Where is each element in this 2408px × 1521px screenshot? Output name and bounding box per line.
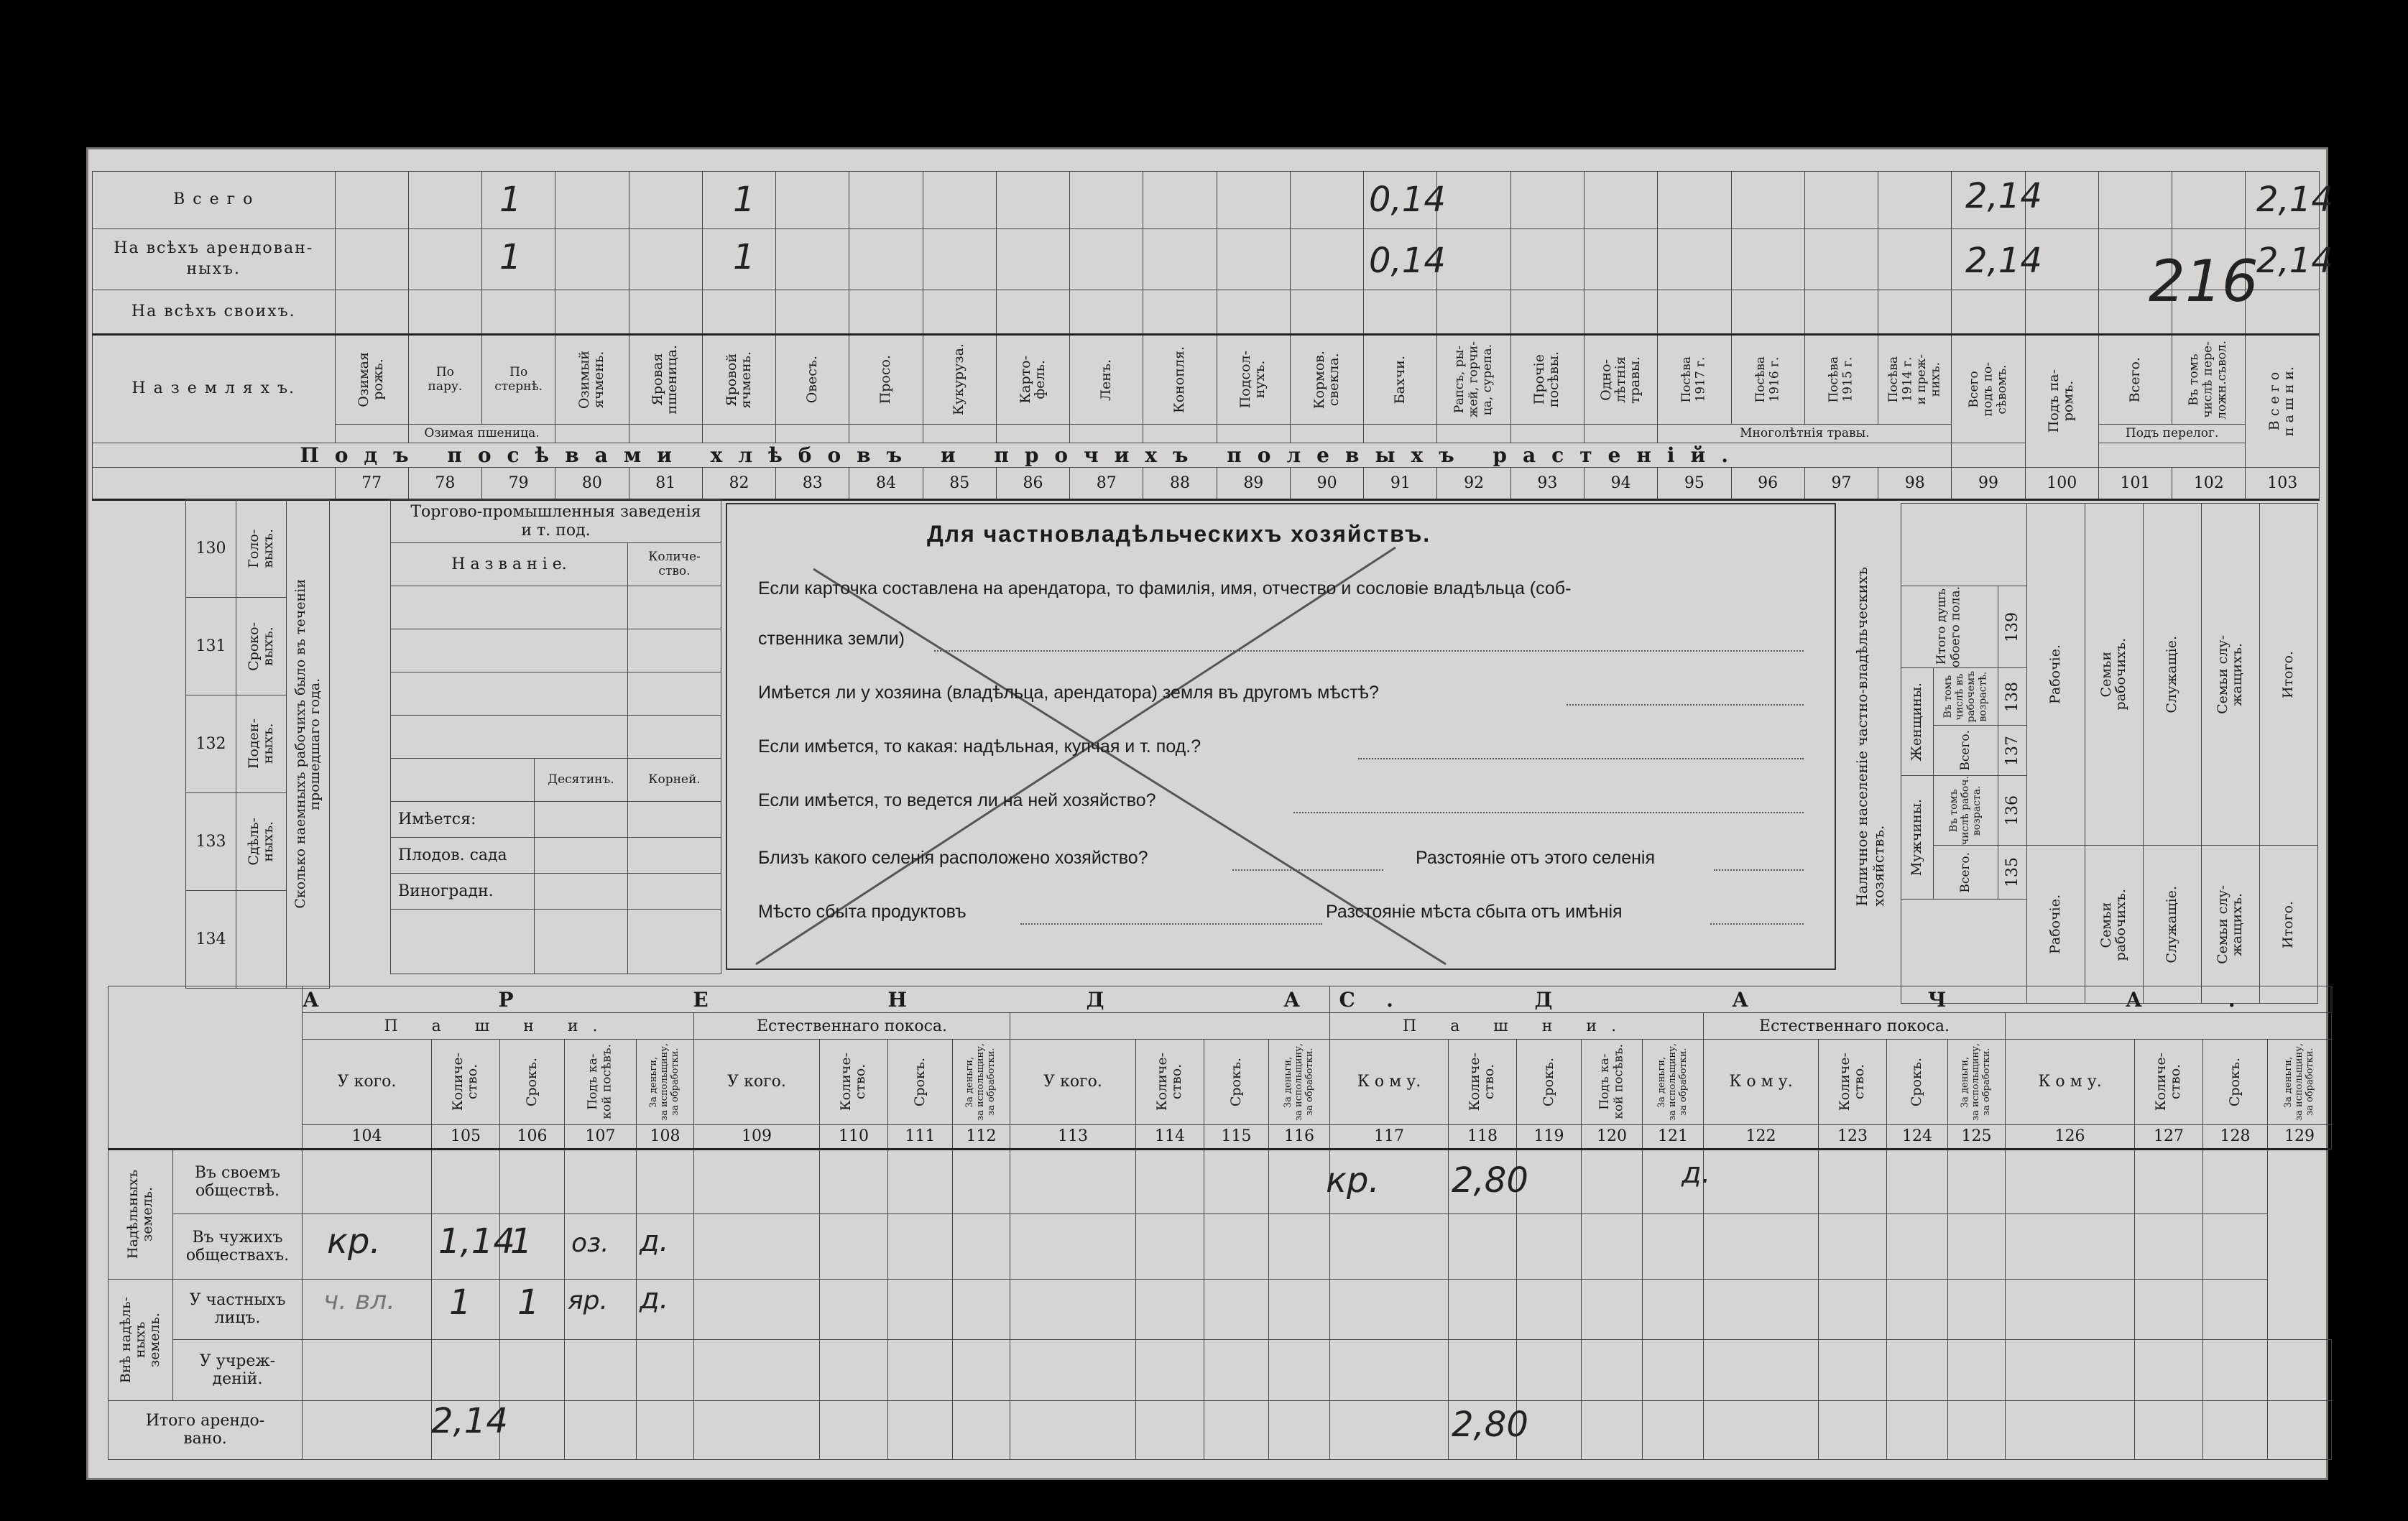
col-header-106: Срокъ.: [523, 1057, 540, 1106]
population-title: Наличное населеніе частно-владѣльческихъ хозяйствъ.: [1853, 566, 1887, 907]
col-header-127: Количе- ство.: [2153, 1053, 2184, 1111]
sdacha-banner: С Д А Ч А.: [1330, 986, 2332, 1013]
hw-c79-total: 1: [499, 180, 522, 220]
allotted-lands-label: Надѣльныхъ земель.: [124, 1170, 155, 1259]
col-header-79: По стернѣ.: [494, 364, 543, 394]
row-rented-label: На всѣхъ арендован- ныхъ.: [93, 229, 336, 290]
workers-families-footer: Семьи рабочихъ.: [2098, 888, 2129, 961]
col-num: 135: [2003, 857, 2021, 888]
hw-v-106: 1: [510, 1221, 532, 1262]
col-num: 119: [1517, 1124, 1582, 1149]
col-header-125: За деньги, за испольщину, за обработки.: [1960, 1042, 1993, 1121]
col-header-110: Количе- ство.: [838, 1053, 868, 1111]
arenda-pashni: П а ш н и.: [303, 1013, 694, 1040]
col-num: 108: [637, 1124, 694, 1149]
private-q1: Если карточка составлена на арендатора, то фамилія, имя, отчество и сословіе владѣльца (соб-: [758, 578, 1572, 598]
hw-v-105: 1,14: [438, 1221, 515, 1262]
hw-v-118: 2,80: [1452, 1160, 1528, 1201]
col-header-137: Всего.: [1957, 730, 1973, 772]
col-header-104: У кого.: [303, 1040, 432, 1124]
women-label: Женщины.: [1909, 683, 1925, 762]
col-header-115: Срокъ.: [1227, 1057, 1244, 1106]
col-header-111: Срокъ.: [911, 1057, 928, 1106]
row-institutions: У учреж- деній.: [173, 1340, 303, 1400]
row-own-label: На всѣхъ своихъ.: [93, 290, 336, 335]
col-header-132: Поден- ныхъ.: [245, 718, 276, 769]
hw-c82-rented: 1: [733, 237, 755, 277]
private-q4: Если имѣется, то ведется ли на ней хозяйство?: [758, 790, 1156, 810]
col-header-87: Ленъ.: [1097, 359, 1114, 401]
col-num: 91: [1364, 468, 1437, 500]
hw-oz-107: оз.: [571, 1229, 609, 1258]
col-header-82: Яровой ячмень.: [723, 351, 754, 409]
col-header-112: За деньги, за испольщину, за обработки.: [964, 1042, 997, 1121]
employees-header: Служащіе.: [2164, 635, 2180, 713]
col-num: 136: [2003, 795, 2021, 826]
col-header-95: Посѣва 1917 г.: [1679, 356, 1708, 403]
col-num: 81: [629, 468, 702, 500]
col-num: 118: [1449, 1124, 1517, 1149]
col-header-118: Количе- ство.: [1467, 1053, 1498, 1111]
col-header-93: Прочіе посѣвы.: [1531, 351, 1562, 408]
col-header-84: Просо.: [877, 355, 894, 404]
total-header: Итого.: [2280, 650, 2297, 698]
hw-c82-total: 1: [733, 180, 755, 220]
workers-footer: Рабочіе.: [2047, 894, 2064, 955]
hw-kr-104: кр.: [327, 1221, 381, 1262]
col-num: 78: [408, 468, 481, 500]
col-num: 125: [1948, 1124, 2006, 1149]
col-num: 121: [1643, 1124, 1704, 1149]
hw-c102-own: 216: [2149, 248, 2259, 315]
col-num: 138: [2003, 681, 2021, 712]
hw-c79-rented: 1: [499, 237, 522, 277]
col-header-90: Кормов. свекла.: [1311, 350, 1342, 410]
col-header-78: По пару.: [428, 364, 463, 394]
col-num: 88: [1143, 468, 1217, 500]
col-num: 116: [1269, 1124, 1330, 1149]
private-q6: Мѣсто сбыта продуктовъ: [758, 902, 967, 922]
col-num: 97: [1804, 468, 1878, 500]
col-num: 100: [2025, 468, 2098, 500]
col-num: 117: [1330, 1124, 1449, 1149]
fallow-group: Подъ перелог.: [2098, 425, 2246, 443]
col-header-133: Сдѣль- ныхъ.: [245, 818, 276, 866]
private-title: Для частновладѣльческихъ хозяйствъ.: [927, 521, 1431, 547]
non-allotted-lands-label: Внѣ надѣль- ныхъ земель.: [117, 1296, 162, 1383]
col-header-96: Посѣва 1916 г.: [1753, 356, 1782, 403]
col-num: 137: [2003, 735, 2021, 766]
col-header-121: За деньги, за испольщину, за обработки.: [1656, 1042, 1689, 1121]
col-header-86: Карто- фель.: [1017, 356, 1048, 404]
col-num: 98: [1878, 468, 1952, 500]
men-label: Мужчины.: [1909, 799, 1925, 877]
hired-workers-label: Сколько наемныхъ рабочихъ было въ теченіи прошедшаго года.: [292, 579, 323, 909]
col-num: 112: [953, 1124, 1010, 1149]
col-num: 104: [303, 1124, 432, 1149]
hw-c99-total: 2,14: [1965, 176, 2042, 216]
vineyards-label: Виноградн.: [391, 874, 535, 910]
col-header-116: За деньги, за испольщину, за обработки.: [1282, 1042, 1315, 1121]
col-num: 77: [335, 468, 408, 500]
col-num: 114: [1136, 1124, 1204, 1149]
col-num: 133: [186, 793, 236, 891]
col-header-92: Рапсъ, ры- жей, горчи- ца, сурепа.: [1452, 341, 1495, 418]
col-header-136: Въ томъ числѣ рабоч. возраста.: [1948, 776, 1983, 846]
hw-c99-rented: 2,14: [1965, 241, 2042, 281]
col-num: 103: [2246, 468, 2320, 500]
col-header-97: Посѣва 1915 г.: [1826, 356, 1855, 403]
col-header-129: За деньги, за испольщину, за обработки.: [2282, 1042, 2315, 1121]
row-total-rented: Итого арендо- вано.: [109, 1400, 303, 1459]
col-num: 106: [500, 1124, 565, 1149]
col-header-89: Подсол- нухъ.: [1237, 351, 1268, 409]
col-num: 130: [186, 500, 236, 598]
col-header-105: Количе- ство.: [450, 1053, 480, 1111]
trade-name-header: Н а з в а н і е.: [391, 543, 628, 586]
col-header-98: Посѣва 1914 г. и преж- нихъ.: [1886, 354, 1943, 405]
col-header-99: Всего подъ по- сѣвомъ.: [1966, 361, 2009, 417]
employees-families-footer: Семьи слу- жащихъ.: [2215, 884, 2246, 964]
col-header-77: Озимая рожь.: [356, 352, 387, 407]
col-header-114: Количе- ство.: [1154, 1053, 1184, 1111]
col-num: 89: [1217, 468, 1290, 500]
arenda-pokos: Естественнаго покоса.: [694, 1013, 1010, 1040]
col-header-113: У кого.: [1010, 1040, 1136, 1124]
hw-d-121: д.: [1682, 1157, 1711, 1190]
col-header-131: Сроко- выхъ.: [245, 621, 276, 671]
hw-d-108b: д.: [640, 1282, 669, 1316]
col-header-80: Озимый ячмень.: [576, 350, 606, 410]
col-header-123: Количе- ство.: [1837, 1053, 1868, 1111]
hired-workers-table: [185, 499, 330, 989]
col-header-91: Бахчи.: [1391, 355, 1408, 404]
desyatin-header: Десятинъ.: [535, 759, 628, 802]
col-header-101: Всего.: [2126, 356, 2143, 403]
crops-table: [92, 171, 2320, 501]
workers-families-header: Семьи рабочихъ.: [2098, 638, 2129, 711]
perennial-group: Многолѣтнія травы.: [1658, 425, 1952, 443]
private-q2: Имѣется ли у хозяина (владѣльца, арендатора) земля въ другомъ мѣстѣ?: [758, 683, 1379, 703]
col-header-85: Кукуруза.: [951, 343, 967, 416]
col-header-117: К о м у.: [1330, 1040, 1449, 1124]
col-header-119: Срокъ.: [1540, 1057, 1556, 1106]
hw-v-106b: 1: [517, 1282, 540, 1323]
hw-yar-107: яр.: [568, 1286, 608, 1316]
col-header-94: Одно- лѣтнія травы.: [1597, 356, 1643, 404]
col-num: 126: [2006, 1124, 2135, 1149]
hw-kr-117: кр.: [1326, 1160, 1380, 1201]
on-lands-label: Н а з е м л я х ъ.: [93, 335, 336, 443]
private-q5: Близъ какого селенія расположено хозяйство?: [758, 848, 1148, 868]
col-num: 115: [1204, 1124, 1269, 1149]
col-num: 113: [1010, 1124, 1136, 1149]
sdacha-pokos: Естественнаго покоса.: [1704, 1013, 2006, 1040]
col-num: 109: [694, 1124, 820, 1149]
workers-header: Рабочіе.: [2047, 644, 2064, 705]
private-q3: Если имѣется, то какая: надѣльная, купчая и т. под.?: [758, 736, 1201, 757]
col-num: 128: [2203, 1124, 2268, 1149]
has-label: Имѣется:: [391, 802, 535, 838]
col-num: 85: [923, 468, 996, 500]
col-num: 139: [2003, 611, 2021, 642]
population-table: [1901, 503, 2318, 1004]
private-q6b: Разстояніе мѣста сбыта отъ имѣнія: [1326, 902, 1623, 922]
col-header-103: В с е г о п а ш н и.: [2266, 366, 2297, 437]
col-num: 94: [1584, 468, 1658, 500]
col-header-138: Въ томъ числѣ въ рабочемъ возрастѣ.: [1942, 670, 1989, 723]
employees-footer: Служащіе.: [2164, 886, 2180, 963]
hw-total-118: 2,80: [1452, 1405, 1528, 1445]
hw-c103-rented: 2,14: [2256, 241, 2333, 281]
crops-banner: Подъ посѣвами хлѣбовъ и прочихъ полевыхъ растеній.: [93, 443, 1952, 468]
col-num: 105: [432, 1124, 500, 1149]
hw-c91-rented: 0,14: [1369, 241, 1446, 281]
col-header-83: Овесъ.: [803, 356, 820, 404]
col-num: 90: [1290, 468, 1363, 500]
row-own-society: Въ своемъ обществѣ.: [173, 1149, 303, 1214]
col-num: 129: [2268, 1124, 2332, 1149]
col-header-109: У кого.: [694, 1040, 820, 1124]
total-footer: Итого.: [2280, 900, 2297, 948]
winter-wheat-group: Озимая пшеница.: [408, 425, 555, 443]
col-num: 84: [849, 468, 923, 500]
hw-chvl-104: ч. вл.: [323, 1286, 395, 1316]
col-header-107: Подъ ка- кой посѣвъ.: [585, 1044, 614, 1120]
col-num: 110: [820, 1124, 888, 1149]
col-num: 122: [1704, 1124, 1819, 1149]
trade-table: [390, 499, 721, 974]
col-num: 93: [1510, 468, 1584, 500]
private-q5b: Разстояніе отъ этого селенія: [1416, 848, 1656, 868]
col-header-126: К о м у.: [2006, 1040, 2135, 1124]
col-num: 123: [1819, 1124, 1887, 1149]
col-header-81: Яровая пшеница.: [650, 345, 681, 415]
hw-total-105: 2,14: [431, 1401, 508, 1441]
trade-title: Торгово-промышленныя заведенія и т. под.: [391, 500, 721, 543]
col-header-130: Голо- выхъ.: [245, 529, 276, 568]
arenda-banner: А Р Е Н Д А.: [303, 986, 1330, 1013]
col-num: 131: [186, 598, 236, 695]
col-header-122: К о м у.: [1704, 1040, 1819, 1124]
row-private: У частныхъ лицъ.: [173, 1279, 303, 1339]
hw-c103-total: 2,14: [2256, 180, 2333, 220]
sdacha-pashni: П а ш н и.: [1330, 1013, 1704, 1040]
col-num: 107: [565, 1124, 637, 1149]
row-total-label: В с е г о: [93, 172, 336, 229]
col-num: 80: [555, 468, 629, 500]
col-num: 134: [186, 891, 236, 989]
hw-c91-total: 0,14: [1369, 180, 1446, 220]
col-header-139: Итого душъ обоего пола.: [1934, 586, 1963, 668]
col-header-88: Конопля.: [1171, 346, 1188, 413]
col-num: 99: [1952, 468, 2025, 500]
col-header-135: Всего.: [1957, 852, 1973, 893]
employees-families-header: Семьи слу- жащихъ.: [2215, 634, 2246, 714]
roots-header: Корней.: [628, 759, 721, 802]
col-header-108: За деньги, за испольщину, за обработки.: [648, 1042, 681, 1121]
col-num: 95: [1658, 468, 1731, 500]
private-q1b: ственника земли): [758, 629, 905, 649]
col-num: 86: [996, 468, 1069, 500]
col-header-100: Подъ па- ромъ.: [2046, 369, 2077, 433]
col-num: 111: [888, 1124, 953, 1149]
col-num: 79: [482, 468, 555, 500]
col-num: 83: [776, 468, 849, 500]
col-num: 82: [702, 468, 775, 500]
col-header-120: Подъ ка- кой посѣвъ.: [1597, 1044, 1626, 1120]
col-num: 87: [1070, 468, 1143, 500]
col-num: 127: [2135, 1124, 2203, 1149]
col-num: 120: [1582, 1124, 1643, 1149]
col-num: 92: [1437, 468, 1510, 500]
col-num: 96: [1731, 468, 1804, 500]
population-title-cell: [1840, 503, 1901, 970]
col-num: 101: [2098, 468, 2172, 500]
col-header-102: Въ томъ числѣ пере- ложн.съвол.: [2187, 340, 2230, 420]
col-num: 132: [186, 695, 236, 793]
hw-d-108: д.: [640, 1225, 669, 1258]
hw-v-105b: 1: [449, 1282, 471, 1323]
col-header-128: Срокъ.: [2226, 1057, 2243, 1106]
orchards-label: Плодов. сада: [391, 838, 535, 874]
col-num: 102: [2172, 468, 2246, 500]
trade-count-header: Количе- ство.: [628, 543, 721, 586]
row-other-society: Въ чужихъ обществахъ.: [173, 1214, 303, 1280]
col-header-124: Срокъ.: [1909, 1057, 1925, 1106]
col-num: 124: [1887, 1124, 1948, 1149]
